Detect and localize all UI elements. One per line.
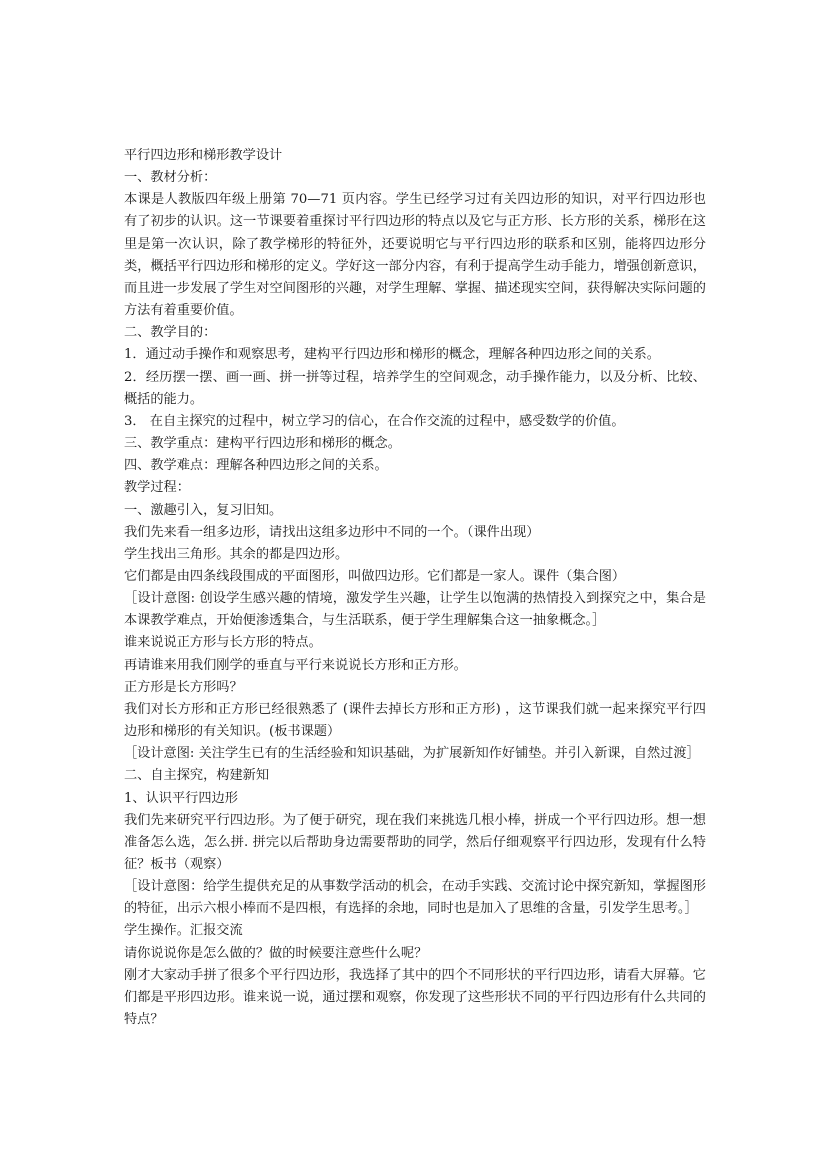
paragraph: 学生找出三角形。其余的都是四边形。 <box>124 546 349 562</box>
list-item: 1．通过动手操作和观察思考，建构平行四边形和梯形的概念，理解各种四边形之间的关系。 <box>124 347 660 363</box>
paragraph: 学生操作。汇报交流 <box>124 923 243 939</box>
paragraph: 它们都是由四条线段围成的平面图形，叫做四边形。它们都是一家人。课件（集合图） <box>124 568 626 584</box>
section-heading: 教学过程： <box>124 480 190 496</box>
section-heading: 二、自主探究，构建新知 <box>124 768 270 784</box>
section-heading: 一、激趣引入，复习旧知。 <box>124 502 283 518</box>
design-intent-note: ［设计意图: 创设学生感兴趣的情境，激发学生兴趣，让学生以饱满的热情投入到探究之中，集合是本课教学难点，开始便渗透集合，与生活联系，便于学生理解集合这一抽象概念。］ <box>124 591 706 629</box>
paragraph: 我们对长方形和正方形已经很熟悉了 (课件去掉长方形和正方形) ，这节课我们就一起来探究平行四边形和梯形的有关知识。(板书课题） <box>124 701 706 740</box>
subsection-heading: 1、认识平行四边形 <box>124 790 238 806</box>
document-body <box>124 145 706 1031</box>
paragraph: 请你说说你是怎么做的？做的时候要注意些什么呢？ <box>124 945 428 961</box>
paragraph: 我们先来研究平行四边形。为了便于研究，现在我们来挑选几根小棒，拼成一个平行四边形。想一想准备怎么选，怎么拼. 拼完以后帮助身边需要帮助的同学，然后仔细观察平行四边形，发现有什么特征？板书（观察） <box>124 812 706 872</box>
section-heading: 三、教学重点：建构平行四边形和梯形的概念。 <box>124 436 401 452</box>
design-intent-note: ［设计意图: 关注学生已有的生活经验和知识基础，为扩展新知作好铺垫。并引入新课，自然过渡］ <box>124 746 700 762</box>
section-heading: 二、教学目的： <box>124 325 217 341</box>
list-item: 2．经历摆一摆、画一画、拼一拼等过程，培养学生的空间观念，动手操作能力，以及分析、比较、概括的能力。 <box>124 369 706 407</box>
paragraph: 谁来说说正方形与长方形的特点。 <box>124 635 322 651</box>
paragraph: 再请谁来用我们刚学的垂直与平行来说说长方形和正方形。 <box>124 657 467 673</box>
paragraph: 本课是人教版四年级上册第 70—71 页内容。学生已经学习过有关四边形的知识，对平行四边形也有了初步的认识。这一节课要着重探讨平行四边形的特点以及它与正方形、长方形的关系，梯形在这里是第一次认识，除了教学梯形的特征外，还要说明它与平行四边形的联系和区别，能将四边形分类，概括平行四边形和梯形的定义。学好这一部分内容，有利于提高学生动手能力，增强创新意识，而且进一步发展了学生对空间图形的兴趣，对学生理解、掌握、描述现实空间，获得解决实际问题的方法有着重要价值。 <box>124 192 706 319</box>
section-heading: 一、教材分析： <box>124 170 217 186</box>
paragraph: 正方形是长方形吗？ <box>124 679 243 695</box>
document-title: 平行四边形和梯形教学设计 <box>124 148 283 163</box>
section-heading: 四、教学难点：理解各种四边形之间的关系。 <box>124 458 388 474</box>
list-item: 3． 在自主探究的过程中，树立学习的信心，在合作交流的过程中，感受数学的价值。 <box>124 413 625 429</box>
paragraph: 我们先来看一组多边形，请找出这组多边形中不同的一个。（课件出现） <box>124 524 540 540</box>
design-intent-note: ［设计意图：给学生提供充足的从事数学活动的机会，在动手实践、交流讨论中探究新知，掌握图形的特征，出示六根小棒而不是四根，有选择的余地，同时也是加入了思维的含量，引发学生思考。］ <box>124 879 706 917</box>
paragraph: 刚才大家动手拼了很多个平行四边形，我选择了其中的四个不同形状的平行四边形，请看大屏幕。它们都是平形四边形。谁来说一说，通过摆和观察，你发现了这些形状不同的平行四边形有什么共同的特点？ <box>124 967 706 1028</box>
